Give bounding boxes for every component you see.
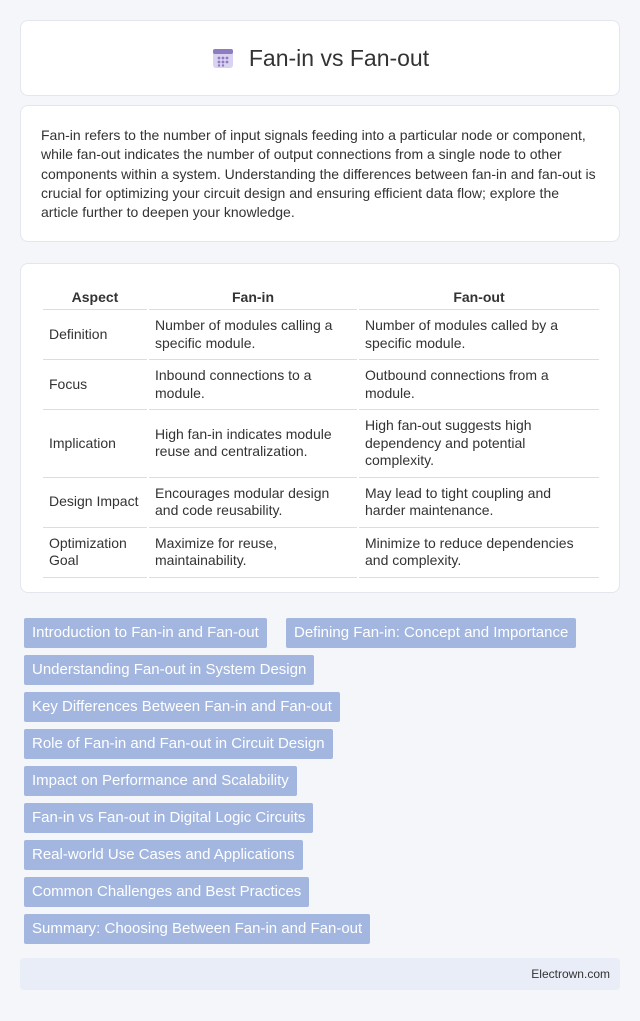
cell-fan-in: High fan-in indicates module reuse and centralization.: [149, 410, 357, 478]
table-header-row: [43, 284, 599, 310]
header-fan-out: Fan-out: [359, 284, 599, 310]
cell-fan-in: Maximize for reuse, maintainability.: [149, 528, 357, 578]
header-aspect: Aspect: [43, 284, 147, 310]
topic-link[interactable]: Defining Fan-in: Concept and Importance: [286, 618, 576, 648]
header-fan-in: Fan-in: [149, 284, 357, 310]
cell-aspect: Definition: [43, 310, 147, 360]
table-row: [43, 360, 599, 410]
page-title: Fan-in vs Fan-out: [248, 44, 430, 71]
comparison-table: [41, 284, 601, 578]
cell-fan-out: Number of modules called by a specific module.: [359, 310, 599, 360]
cell-fan-out: May lead to tight coupling and harder maintenance.: [359, 478, 599, 528]
topic-link[interactable]: Summary: Choosing Between Fan-in and Fan-out: [24, 914, 370, 944]
footer: [20, 958, 620, 990]
topic-link[interactable]: Common Challenges and Best Practices: [24, 877, 309, 907]
cell-aspect: Design Impact: [43, 478, 147, 528]
calendar-grid-icon: [211, 46, 235, 70]
intro-card: [20, 105, 620, 242]
table-row: [43, 310, 599, 360]
intro-text: Fan-in refers to the number of input signals feeding into a particular node or component, while fan-out indicates the number of output connections from a single node to other components within a system. Understanding the differences between fan-in and fan-out is crucial for optimizing your circuit design and ensuring efficient data flow; explore the article further to deepen your knowledge.: [41, 127, 596, 221]
cell-fan-in: Encourages modular design and code reusability.: [149, 478, 357, 528]
cell-aspect: Implication: [43, 410, 147, 478]
topic-link[interactable]: Real-world Use Cases and Applications: [24, 840, 303, 870]
title-card: [20, 20, 620, 96]
cell-aspect: Optimization Goal: [43, 528, 147, 578]
cell-aspect: Focus: [43, 360, 147, 410]
footer-brand[interactable]: Electrown.com: [531, 967, 610, 981]
cell-fan-in: Inbound connections to a module.: [149, 360, 357, 410]
table-row: [43, 410, 599, 478]
cell-fan-out: High fan-out suggests high dependency and potential complexity.: [359, 410, 599, 478]
topic-link[interactable]: Key Differences Between Fan-in and Fan-out: [24, 692, 340, 722]
cell-fan-out: Minimize to reduce dependencies and complexity.: [359, 528, 599, 578]
cell-fan-out: Outbound connections from a module.: [359, 360, 599, 410]
topic-link[interactable]: Understanding Fan-out in System Design: [24, 655, 314, 685]
table-row: [43, 528, 599, 578]
topic-link[interactable]: Introduction to Fan-in and Fan-out: [24, 618, 267, 648]
comparison-card: [20, 263, 620, 593]
topic-link[interactable]: Fan-in vs Fan-out in Digital Logic Circuits: [24, 803, 313, 833]
cell-fan-in: Number of modules calling a specific module.: [149, 310, 357, 360]
table-row: [43, 478, 599, 528]
topic-link[interactable]: Role of Fan-in and Fan-out in Circuit Design: [24, 729, 333, 759]
topic-link[interactable]: Impact on Performance and Scalability: [24, 766, 297, 796]
